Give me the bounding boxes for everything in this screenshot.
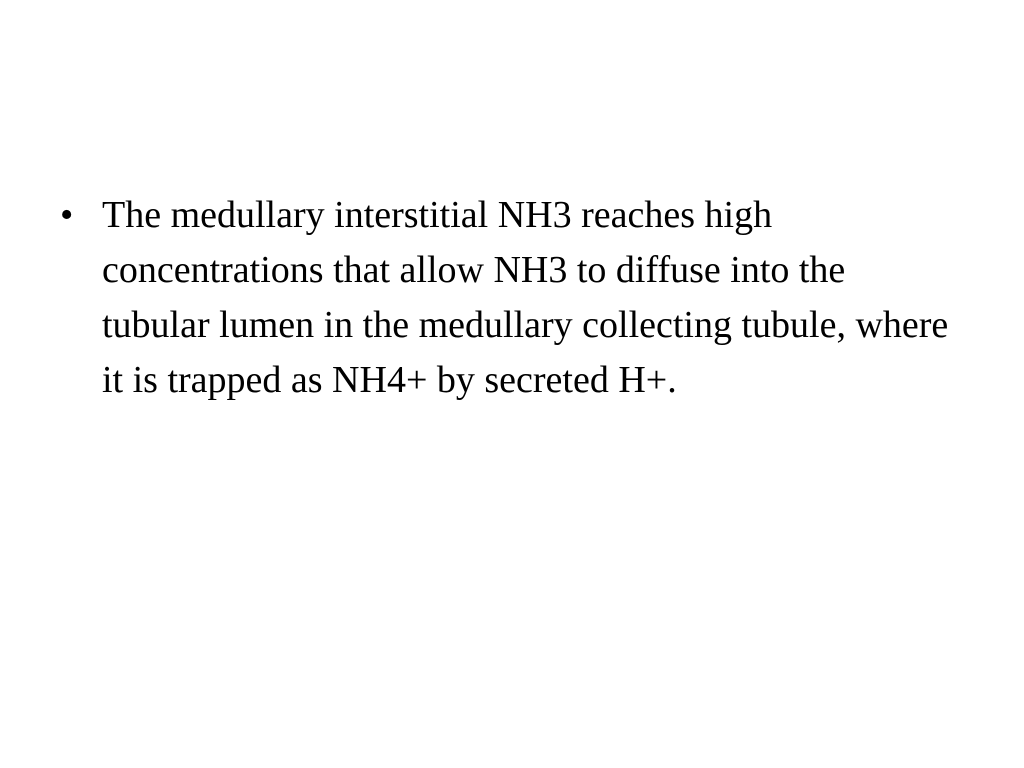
bullet-marker: • <box>60 194 74 236</box>
bullet-list <box>60 188 960 408</box>
bullet-item <box>60 188 960 408</box>
bullet-text: The medullary interstitial NH3 reaches high concentrations that allow NH3 to diffuse into the tubular lumen in the medullary collecting tubule, where it is trapped as NH4+ by secreted H+. <box>102 194 949 401</box>
